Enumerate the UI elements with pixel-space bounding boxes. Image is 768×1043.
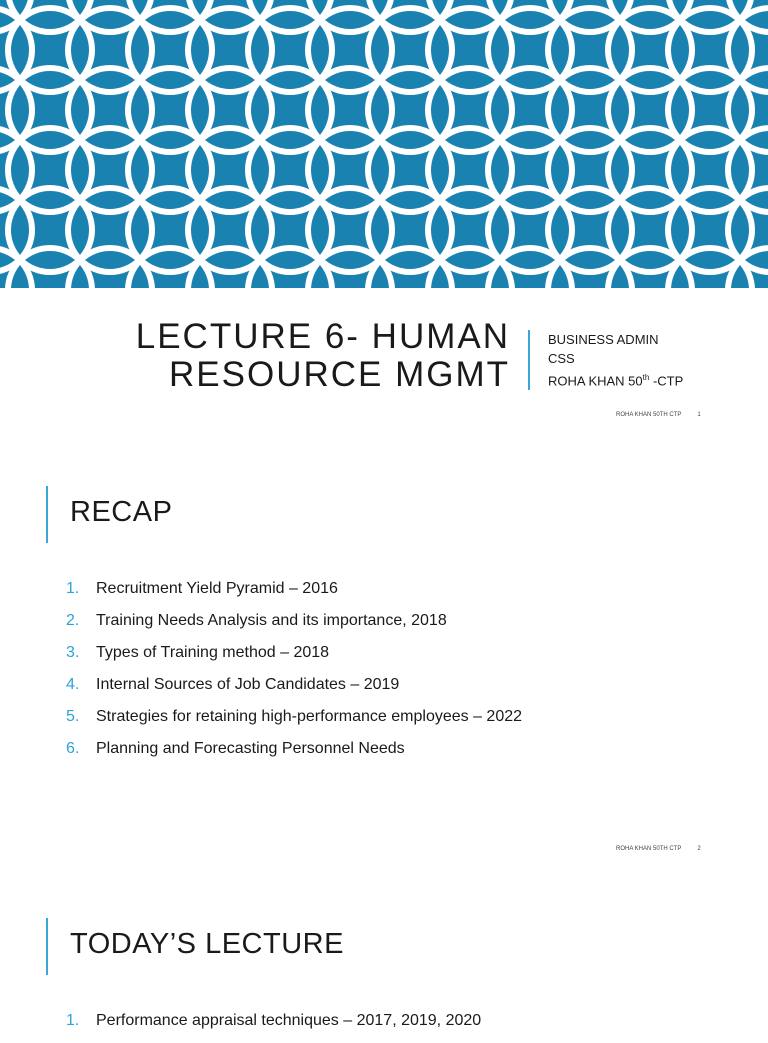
list-item-text: Internal Sources of Job Candidates – 2019: [96, 676, 400, 693]
recap-accent-bar: [46, 486, 48, 543]
lecture-title: [100, 318, 510, 394]
recap-list: [66, 579, 522, 771]
list-item-text: Strategies for retaining high-performance employees – 2022: [96, 708, 523, 725]
list-item-text: Performance appraisal techniques – 2017, 2019, 2020: [96, 1012, 482, 1029]
list-item-number: 1.: [66, 580, 80, 597]
today-heading: TODAY’S LECTURE: [70, 928, 344, 960]
page-number: 1: [697, 412, 701, 418]
list-item-number: 5.: [66, 708, 80, 725]
list-item-text: Types of Training method – 2018: [96, 644, 330, 661]
lecture-subtitle: [548, 330, 683, 390]
list-item: [66, 611, 522, 643]
page-number: 2: [697, 846, 701, 852]
list-item: [66, 643, 522, 675]
slide2-footer: [616, 846, 701, 852]
slide1-footer: [616, 412, 701, 418]
list-item-number: 2.: [66, 612, 80, 629]
today-accent-bar: [46, 918, 48, 975]
list-item: [66, 1011, 481, 1043]
lecture-title-line2: RESOURCE MGMT: [169, 355, 510, 394]
subtitle-superscript: th: [642, 373, 650, 382]
title-banner-pattern: [0, 0, 768, 288]
list-item: [66, 739, 522, 771]
list-item-text: Recruitment Yield Pyramid – 2016: [96, 580, 338, 597]
subtitle-line-1: BUSINESS ADMIN: [548, 332, 659, 347]
list-item: [66, 579, 522, 611]
subtitle-suffix: -CTP: [649, 373, 684, 389]
title-divider: [528, 330, 530, 390]
circle-lattice-pattern: [0, 0, 768, 288]
list-item: [66, 707, 522, 739]
recap-heading: RECAP: [70, 496, 173, 528]
subtitle-author: ROHA KHAN 50: [548, 373, 643, 389]
footer-text: ROHA KHAN 50TH CTP: [616, 846, 682, 852]
list-item-number: 6.: [66, 740, 80, 757]
list-item-number: 4.: [66, 676, 80, 693]
today-list: [66, 1011, 481, 1043]
footer-text: ROHA KHAN 50TH CTP: [616, 412, 682, 418]
lecture-title-line1: LECTURE 6- HUMAN: [135, 317, 510, 356]
list-item-number: 3.: [66, 644, 80, 661]
subtitle-line-3: [548, 368, 683, 390]
list-item-text: Planning and Forecasting Personnel Needs: [96, 740, 405, 757]
list-item: [66, 675, 522, 707]
list-item-number: 1.: [66, 1012, 80, 1029]
subtitle-line-2: CSS: [548, 351, 575, 366]
list-item-text: Training Needs Analysis and its importance, 2018: [96, 612, 447, 629]
